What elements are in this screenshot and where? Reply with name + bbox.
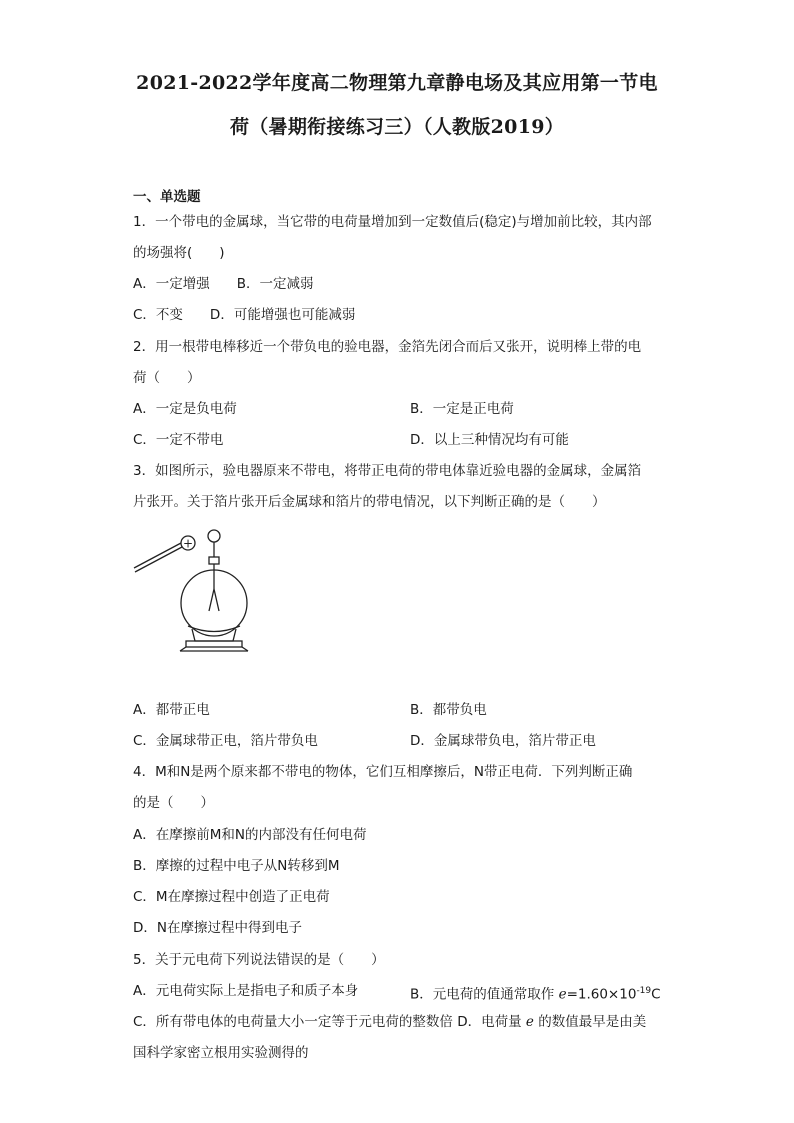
q4-option-d: D．N在摩擦过程中得到电子: [133, 920, 302, 936]
electroscope-ball: [208, 530, 220, 542]
q3-option-a: A．都带正电: [133, 702, 210, 718]
q4-option-b: B．摩擦的过程中电子从N转移到M: [133, 858, 340, 874]
q5-option-b-unit: C: [651, 986, 661, 1003]
q5-option-b-prefix: B．元电荷的值通常取作: [410, 986, 559, 1003]
q5-options-cd-part-b: 的数值最早是由美: [533, 1014, 647, 1030]
q1-stem-line-2: 的场强将( ): [133, 245, 225, 261]
q2-option-b: B．一定是正电荷: [410, 401, 514, 417]
section-heading: 一、单选题: [133, 189, 201, 205]
q4-stem-line-1: 4．M和N是两个原来都不带电的物体，它们互相摩擦后，N带正电荷．下列判断正确: [133, 764, 633, 780]
q3-option-c: C．金属球带正电，箔片带负电: [133, 733, 318, 749]
q5-option-b-eq: =1.60×10: [566, 986, 637, 1003]
q5-stem: 5．关于元电荷下列说法错误的是（ ）: [133, 952, 385, 968]
plus-sign: +: [182, 536, 194, 551]
document-title-line-1: 2021-2022学年度高二物理第九章静电场及其应用第一节电: [136, 72, 658, 94]
metal-foils: [209, 589, 219, 611]
q5-options-cd-part-a: C．所有带电体的电荷量大小一定等于元电荷的整数倍 D．电荷量: [133, 1014, 526, 1030]
q4-stem-line-2: 的是（ ）: [133, 795, 214, 811]
q2-option-d: D．以上三种情况均有可能: [410, 432, 569, 448]
q2-option-c: C．一定不带电: [133, 432, 224, 448]
q2-stem-line-2: 荷（ ）: [133, 370, 201, 386]
q4-option-a: A．在摩擦前M和N的内部没有任何电荷: [133, 827, 367, 843]
q5-options-cd-line-2: 国科学家密立根用实验测得的: [133, 1045, 309, 1061]
q3-option-b: B．都带负电: [410, 702, 487, 718]
charged-rod: [135, 547, 182, 572]
q2-stem-line-1: 2．用一根带电棒移近一个带负电的验电器，金箔先闭合而后又张开，说明棒上带的电: [133, 339, 642, 355]
electroscope-figure: [128, 523, 253, 658]
q5-option-d-var: e: [525, 1014, 534, 1030]
q3-stem-line-2: 片张开。关于箔片张开后金属球和箔片的带电情况，以下判断正确的是（ ）: [133, 494, 606, 510]
q5-option-b: [410, 981, 661, 1005]
q1-options-ab: A．一定增强 B．一定减弱: [133, 276, 314, 292]
document-title-line-2: 荷（暑期衔接练习三）（人教版2019）: [229, 116, 565, 138]
q5-option-b-var: e: [558, 986, 567, 1003]
q3-option-d: D．金属球带负电，箔片带正电: [410, 733, 596, 749]
q5-option-a: A．元电荷实际上是指电子和质子本身: [133, 983, 359, 999]
q3-stem-line-1: 3．如图所示，验电器原来不带电，将带正电荷的带电体靠近验电器的金属球，金属箔: [133, 463, 642, 479]
q1-stem-line-1: 1．一个带电的金属球，当它带的电荷量增加到一定数值后(稳定)与增加前比较，其内部: [133, 214, 652, 230]
q2-option-a: A．一定是负电荷: [133, 401, 237, 417]
q1-options-cd: C．不变 D．可能增强也可能减弱: [133, 307, 356, 323]
q5-option-b-exp: -19: [636, 986, 652, 996]
q4-option-c: C．M在摩擦过程中创造了正电荷: [133, 889, 330, 905]
q5-options-cd-line-1: [133, 1012, 646, 1032]
